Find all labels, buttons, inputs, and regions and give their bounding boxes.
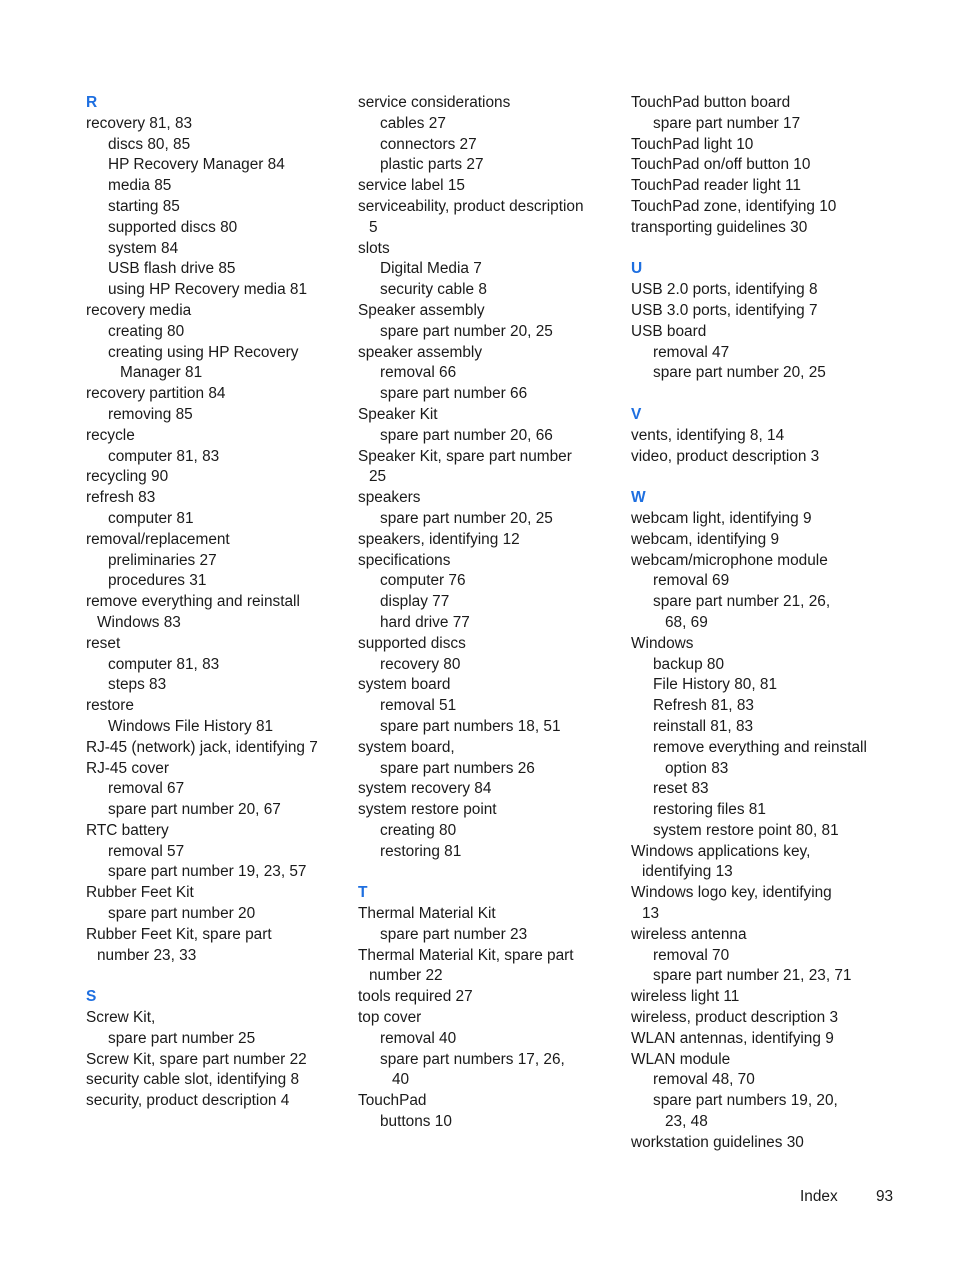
index-subentry: recovery 80 — [380, 655, 461, 673]
index-entry: restore — [86, 697, 134, 715]
footer-section-label: Index — [800, 1188, 838, 1205]
index-subentry: plastic parts 27 — [380, 156, 484, 174]
section-spacer — [358, 862, 620, 883]
index-subentry: spare part number 20, 25 — [653, 364, 826, 382]
index-entry: recycle — [86, 426, 135, 444]
index-entry: Windows logo key, identifying — [631, 884, 832, 902]
index-entry: TouchPad reader light 11 — [631, 177, 801, 195]
index-subentry: supported discs 80 — [108, 218, 238, 236]
index-entry: TouchPad on/off button 10 — [631, 156, 811, 174]
index-entry: Thermal Material Kit — [358, 905, 496, 923]
index-entry: Speaker Kit, spare part number — [358, 447, 572, 465]
index-subentry: display 77 — [380, 593, 450, 611]
index-subentry: using HP Recovery media 81 — [108, 281, 308, 299]
index-subentry: spare part numbers 18, 51 — [380, 717, 561, 735]
index-subentry: Digital Media 7 — [380, 260, 482, 278]
index-entry: remove everything and reinstall — [86, 593, 300, 611]
index-subentry: File History 80, 81 — [653, 676, 778, 694]
index-letter-heading: S — [86, 988, 97, 1006]
index-subentry: computer 76 — [380, 572, 466, 590]
index-entry: Screw Kit, spare part number 22 — [86, 1050, 307, 1068]
index-subentry: computer 81, 83 — [108, 447, 220, 465]
index-entry: Speaker Kit — [358, 405, 438, 423]
index-subentry: spare part numbers 17, 26, — [380, 1050, 565, 1068]
index-entry: webcam/microphone module — [631, 551, 828, 569]
index-subentry: removal 69 — [653, 572, 730, 590]
index-letter-heading: R — [86, 94, 98, 111]
index-entry: security, product description 4 — [86, 1092, 290, 1110]
index-entry: system board, — [358, 738, 455, 756]
index-subentry: buttons 10 — [380, 1113, 452, 1131]
index-entry: WLAN module — [631, 1050, 731, 1068]
section-spacer — [631, 239, 893, 260]
index-subentry: removal 40 — [380, 1029, 457, 1047]
index-entry: speaker assembly — [358, 343, 483, 361]
index-entry: Speaker assembly — [358, 301, 485, 319]
index-subentry: identifying 13 — [642, 863, 733, 881]
index-entry: TouchPad button board — [631, 94, 791, 111]
index-subentry: spare part number 20, 67 — [108, 801, 281, 819]
index-subentry: reinstall 81, 83 — [653, 717, 754, 735]
index-subentry: spare part number 21, 23, 71 — [653, 967, 852, 985]
index-entry: serviceability, product description — [358, 197, 584, 215]
index-subentry: media 85 — [108, 177, 172, 195]
index-subentry: removal 70 — [653, 946, 730, 964]
index-entry: RTC battery — [86, 821, 169, 839]
footer-page-number: 93 — [876, 1188, 894, 1205]
index-entry: recovery 81, 83 — [86, 114, 193, 132]
index-subentry: system 84 — [108, 239, 179, 257]
index-subentry: creating using HP Recovery — [108, 343, 299, 361]
index-subentry: removal 67 — [108, 780, 185, 798]
index-entry: webcam light, identifying 9 — [631, 509, 812, 527]
index-subentry: Refresh 81, 83 — [653, 697, 754, 715]
index-entry: service label 15 — [358, 177, 465, 195]
index-subentry: reset 83 — [653, 780, 709, 798]
index-entry: slots — [358, 239, 390, 257]
index-entry: wireless light 11 — [631, 988, 740, 1006]
index-column-right — [631, 93, 893, 1154]
index-entry: workstation guidelines 30 — [631, 1133, 804, 1151]
index-subentry: number 23, 33 — [97, 946, 197, 964]
index-subentry: discs 80, 85 — [108, 135, 191, 153]
index-entry: USB board — [631, 322, 707, 340]
index-subentry: spare part number 17 — [653, 114, 801, 132]
index-subentry: Windows File History 81 — [108, 717, 274, 735]
index-entry: speakers — [358, 489, 421, 507]
index-subentry: spare part numbers 26 — [380, 759, 535, 777]
index-entry: wireless, product description 3 — [631, 1009, 839, 1027]
index-subentry: removal 47 — [653, 343, 730, 361]
index-entry: Windows applications key, — [631, 842, 811, 860]
index-subentry: system restore point 80, 81 — [653, 821, 839, 839]
index-subentry: restoring 81 — [380, 842, 462, 860]
index-subentry: spare part number 66 — [380, 385, 528, 403]
index-entry: Rubber Feet Kit, spare part — [86, 925, 272, 943]
index-entry: RJ-45 (network) jack, identifying 7 — [86, 738, 318, 756]
index-subentry: spare part number 20 — [108, 905, 256, 923]
index-subentry: procedures 31 — [108, 572, 207, 590]
index-subentry: option 83 — [665, 759, 729, 777]
index-subentry: Windows 83 — [97, 613, 181, 631]
index-subentry: Manager 81 — [120, 364, 203, 382]
index-entry: webcam, identifying 9 — [631, 530, 779, 548]
index-subentry: spare part number 20, 25 — [380, 509, 553, 527]
index-subentry: spare part number 21, 26, — [653, 593, 831, 611]
index-entry: system recovery 84 — [358, 780, 492, 798]
index-letter-heading: V — [631, 405, 642, 423]
index-entry: refresh 83 — [86, 489, 156, 507]
index-subentry: HP Recovery Manager 84 — [108, 156, 285, 174]
index-entry: tools required 27 — [358, 988, 473, 1006]
index-subentry: preliminaries 27 — [108, 551, 217, 569]
index-entry: wireless antenna — [631, 925, 747, 943]
index-subentry: spare part number 23 — [380, 925, 528, 943]
index-entry: speakers, identifying 12 — [358, 530, 520, 548]
section-spacer — [86, 966, 348, 987]
index-entry: reset — [86, 634, 121, 652]
index-column-middle — [358, 93, 620, 1133]
index-entry: TouchPad zone, identifying 10 — [631, 197, 837, 215]
index-entry: recovery partition 84 — [86, 385, 226, 403]
index-entry: TouchPad light 10 — [631, 135, 754, 153]
index-entry: Rubber Feet Kit — [86, 884, 194, 902]
index-subentry: hard drive 77 — [380, 613, 470, 631]
index-subentry: creating 80 — [380, 821, 457, 839]
index-subentry: restoring files 81 — [653, 801, 766, 819]
index-entry: service considerations — [358, 94, 511, 111]
index-entry: top cover — [358, 1009, 422, 1027]
section-spacer — [631, 384, 893, 405]
index-subentry: spare part numbers 19, 20, — [653, 1092, 838, 1110]
index-letter-heading: U — [631, 260, 643, 278]
index-entry: recovery media — [86, 301, 192, 319]
index-entry: Screw Kit, — [86, 1009, 156, 1027]
index-column-left — [86, 93, 348, 1112]
index-subentry: spare part number 19, 23, 57 — [108, 863, 307, 881]
index-entry: USB 2.0 ports, identifying 8 — [631, 281, 818, 299]
index-subentry: number 22 — [369, 967, 443, 985]
index-subentry: 40 — [392, 1071, 410, 1089]
index-entry: WLAN antennas, identifying 9 — [631, 1029, 834, 1047]
index-subentry: removal 51 — [380, 697, 457, 715]
index-entry: video, product description 3 — [631, 447, 820, 465]
index-entry: removal/replacement — [86, 530, 230, 548]
index-entry: USB 3.0 ports, identifying 7 — [631, 301, 818, 319]
index-letter-heading: T — [358, 884, 368, 902]
index-subentry: 25 — [369, 468, 387, 486]
index-subentry: spare part number 20, 66 — [380, 426, 553, 444]
index-subentry: USB flash drive 85 — [108, 260, 236, 278]
index-subentry: computer 81 — [108, 509, 194, 527]
index-entry: Thermal Material Kit, spare part — [358, 946, 574, 964]
index-subentry: connectors 27 — [380, 135, 477, 153]
index-entry: security cable slot, identifying 8 — [86, 1071, 300, 1089]
index-entry: vents, identifying 8, 14 — [631, 426, 785, 444]
index-subentry: remove everything and reinstall — [653, 738, 867, 756]
index-subentry: 23, 48 — [665, 1113, 708, 1131]
index-subentry: cables 27 — [380, 114, 446, 132]
index-subentry: backup 80 — [653, 655, 725, 673]
index-subentry: removal 66 — [380, 364, 457, 382]
index-subentry: creating 80 — [108, 322, 185, 340]
index-entry: system board — [358, 676, 451, 694]
index-subentry: spare part number 25 — [108, 1029, 256, 1047]
index-subentry: removing 85 — [108, 405, 193, 423]
index-entry: transporting guidelines 30 — [631, 218, 808, 236]
index-subentry: computer 81, 83 — [108, 655, 220, 673]
section-spacer — [631, 467, 893, 488]
index-subentry: removal 57 — [108, 842, 185, 860]
index-letter-heading: W — [631, 489, 646, 507]
index-entry: TouchPad — [358, 1092, 427, 1110]
index-subentry: steps 83 — [108, 676, 167, 694]
index-entry: Windows — [631, 634, 694, 652]
index-entry: specifications — [358, 551, 451, 569]
index-subentry: 5 — [369, 218, 378, 236]
index-subentry: starting 85 — [108, 197, 180, 215]
index-entry: recycling 90 — [86, 468, 169, 486]
index-subentry: removal 48, 70 — [653, 1071, 755, 1089]
index-entry: system restore point — [358, 801, 497, 819]
index-subentry: 68, 69 — [665, 613, 708, 631]
index-subentry: security cable 8 — [380, 281, 487, 299]
index-subentry: 13 — [642, 905, 660, 923]
index-entry: RJ-45 cover — [86, 759, 169, 777]
index-entry: supported discs — [358, 634, 466, 652]
index-subentry: spare part number 20, 25 — [380, 322, 553, 340]
